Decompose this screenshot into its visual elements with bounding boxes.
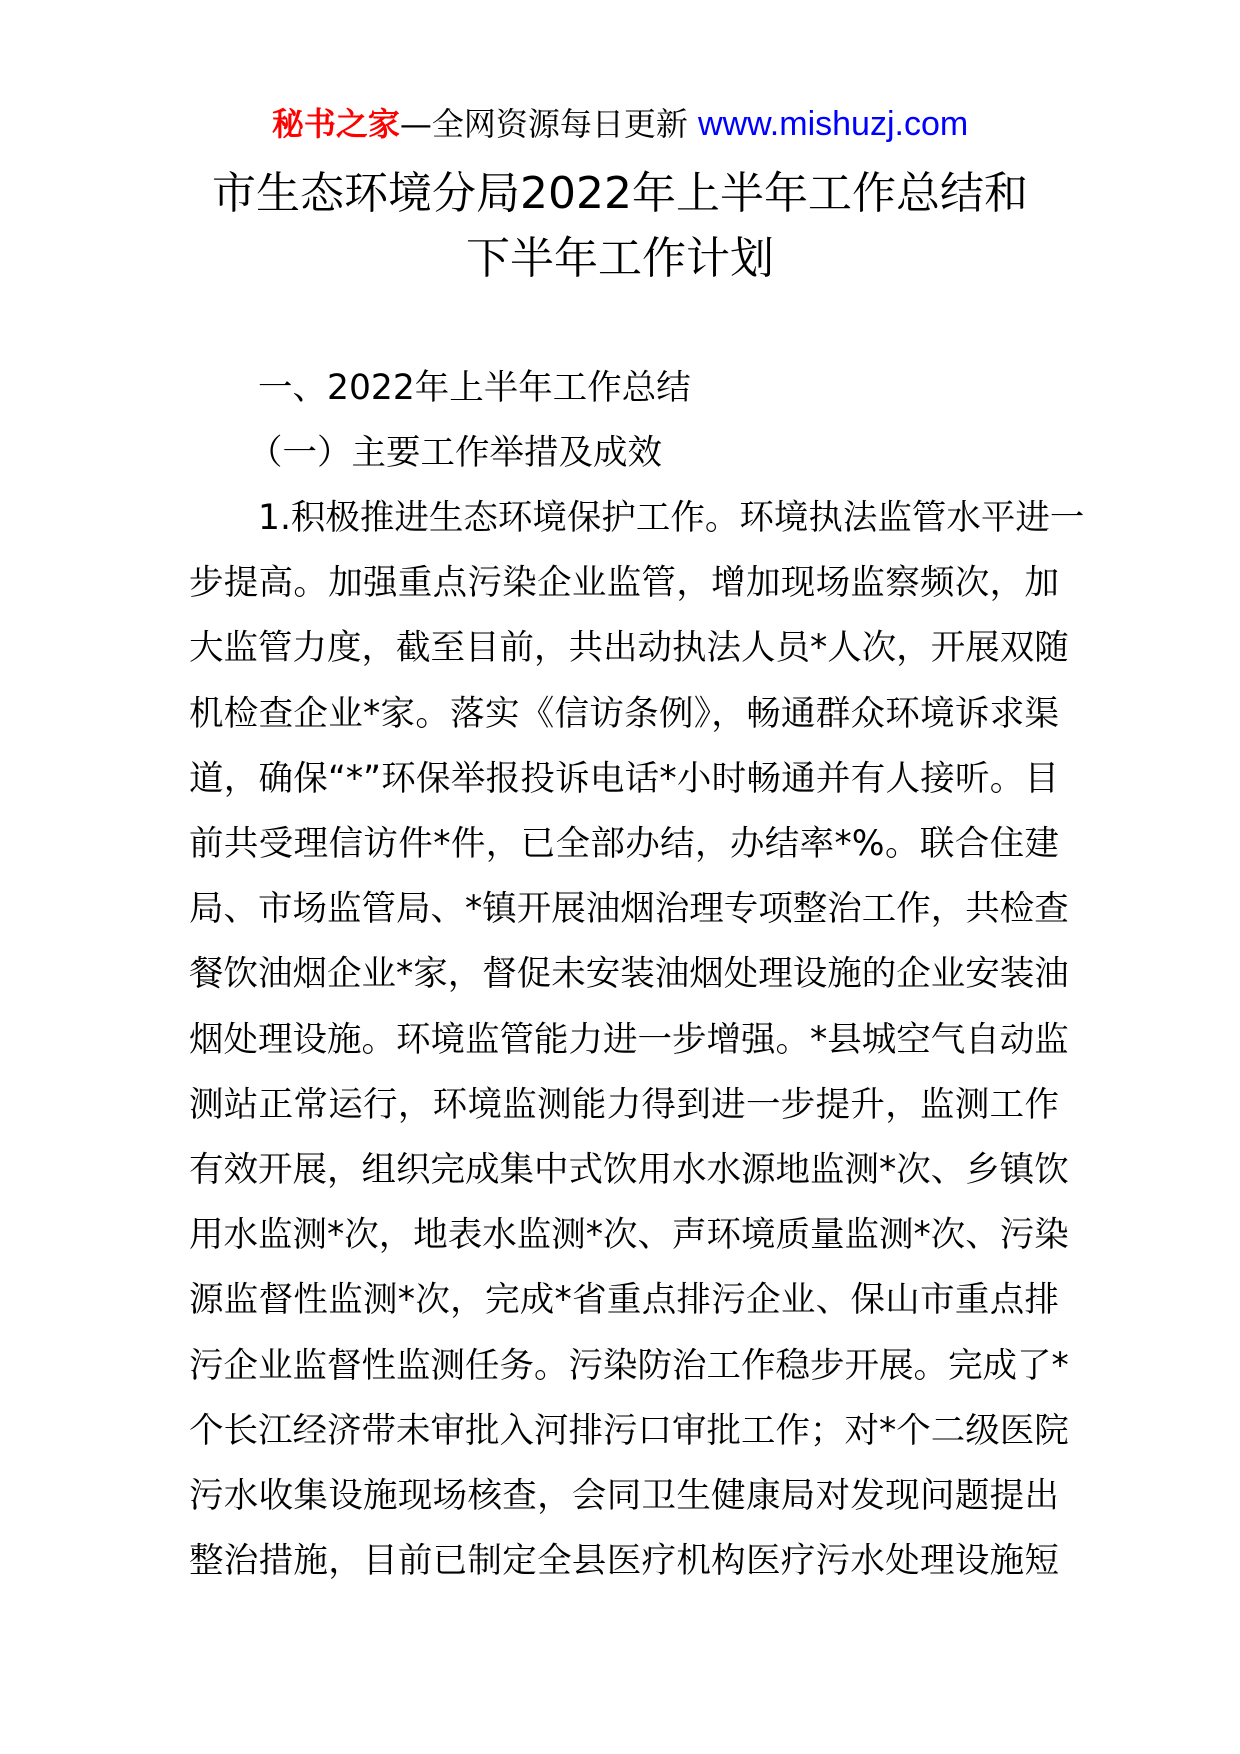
paragraph-line: 前共受理信访件*件，已全部办结，办结率*%。联合住建 — [189, 824, 1059, 864]
paragraph-line: 个长江经济带未审批入河排污口审批工作；对*个二级医院 — [189, 1410, 1069, 1451]
paragraph-line: 道，确保“*”环保举报投诉电话*小时畅通并有人接听。目 — [189, 758, 1059, 799]
paragraph-line: 有效开展，组织完成集中式饮用水水源地监测*次、乡镇饮 — [189, 1150, 1069, 1190]
paragraph-line: 步提高。加强重点污染企业监管，增加现场监察频次，加 — [189, 563, 1059, 604]
paragraph-line: 1.积极推进生态环境保护工作。环境执法监管水平进一 — [258, 498, 1085, 538]
paragraph-line: 污企业监督性监测任务。污染防治工作稳步开展。完成了* — [189, 1345, 1069, 1386]
slogan: —全网资源每日更新 — [399, 105, 699, 143]
section-heading: 一、2022年上半年工作总结 — [258, 368, 691, 408]
paragraph-line: 烟处理设施。环境监管能力进一步增强。*县城空气自动监 — [189, 1019, 1069, 1060]
paragraph-line: 污水收集设施现场核查，会同卫生健康局对发现问题提出 — [189, 1476, 1059, 1516]
paragraph-line: 源监督性监测*次，完成*省重点排污企业、保山市重点排 — [189, 1280, 1059, 1321]
document-title-line-1: 市生态环境分局2022年上半年工作总结和 — [212, 168, 1028, 219]
site-link[interactable]: www.mishuzj.com — [698, 105, 969, 143]
paragraph-line: 餐饮油烟企业*家，督促未安装油烟处理设施的企业安装油 — [189, 954, 1069, 995]
paragraph-line: 整治措施，目前已制定全县医疗机构医疗污水处理设施短 — [189, 1541, 1059, 1582]
brand-name: 秘书之家 — [271, 105, 400, 143]
paragraph-line: 机检查企业*家。落实《信访条例》，畅通群众环境诉求渠 — [189, 693, 1059, 734]
paragraph-line: 用水监测*次，地表水监测*次、声环境质量监测*次、污染 — [189, 1215, 1069, 1256]
sub-heading: （一）主要工作举措及成效 — [248, 433, 662, 473]
paragraph-line: 局、市场监管局、*镇开展油烟治理专项整治工作，共检查 — [189, 889, 1069, 930]
paragraph-line: 大监管力度，截至目前，共出动执法人员*人次，开展双随 — [189, 628, 1069, 669]
watermark-header — [0, 100, 1240, 148]
paragraph-line: 测站正常运行，环境监测能力得到进一步提升，监测工作 — [189, 1084, 1059, 1125]
document-title-line-2: 下半年工作计划 — [466, 233, 774, 284]
